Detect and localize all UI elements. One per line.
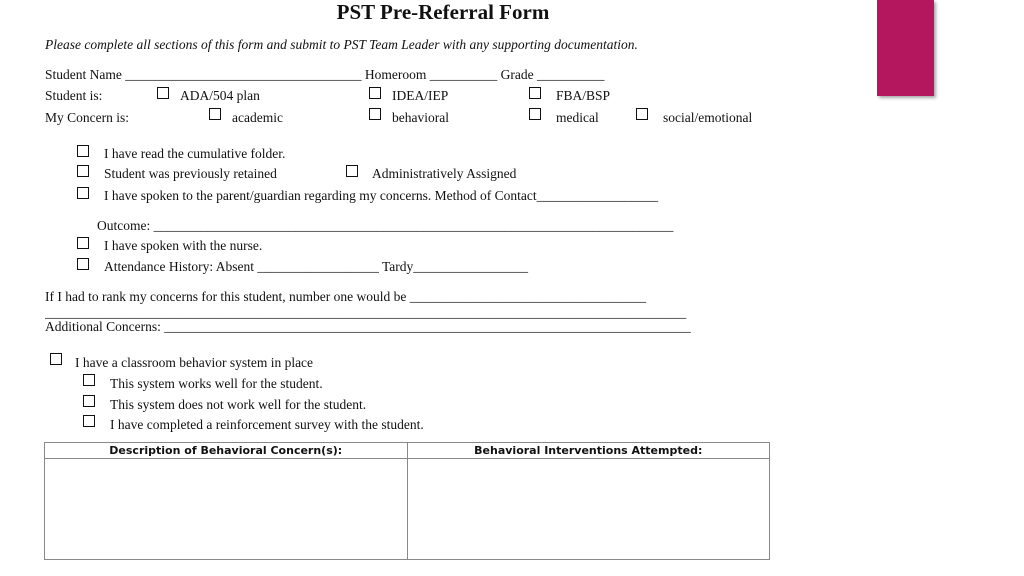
table-row [45,459,770,560]
behavior-system-checkbox[interactable] [50,353,62,365]
table-header-row [45,443,770,459]
attendance-checkbox[interactable] [77,258,89,270]
social-emotional-label: social/emotional [663,110,753,125]
survey-checkbox[interactable] [83,415,95,427]
system-not-works-label: This system does not work well for the student. [110,397,367,412]
behavioral-checkbox[interactable] [369,108,381,120]
social-emotional-checkbox[interactable] [636,108,648,120]
rank-line[interactable]: If I had to rank my concerns for this student, number one would be ___________________________________ [45,289,647,304]
behavior-table [44,442,770,560]
admin-assigned-checkbox[interactable] [346,165,358,177]
behavioral-label: behavioral [392,110,449,125]
form-instructions: Please complete all sections of this form and submit to PST Team Leader with any supporting documentation. [45,37,638,52]
attendance-line[interactable]: Attendance History: Absent __________________ Tardy_________________ [104,259,529,274]
retained-label: Student was previously retained [104,166,277,181]
rank-continuation-line[interactable]: _______________________________________________________________________________________________ [45,305,687,320]
additional-concerns-line[interactable]: Additional Concerns: ______________________________________________________________________________ [45,319,691,334]
interventions-cell[interactable] [407,459,770,560]
outcome-line[interactable]: Outcome: _____________________________________________________________________________ [97,218,674,233]
description-header: Description of Behavioral Concern(s): [45,443,408,459]
system-works-label: This system works well for the student. [110,376,323,391]
behavior-system-label: I have a classroom behavior system in place [75,355,314,370]
academic-checkbox[interactable] [209,108,221,120]
retained-checkbox[interactable] [77,165,89,177]
description-cell[interactable] [45,459,408,560]
fba-bsp-label: FBA/BSP [556,88,611,103]
system-not-works-checkbox[interactable] [83,395,95,407]
ada-504-label: ADA/504 plan [180,88,260,103]
concern-label: My Concern is: [45,110,129,125]
system-works-checkbox[interactable] [83,374,95,386]
cumulative-checkbox[interactable] [77,145,89,157]
idea-iep-label: IDEA/IEP [392,88,449,103]
cumulative-label: I have read the cumulative folder. [104,146,286,161]
fba-bsp-checkbox[interactable] [529,87,541,99]
academic-label: academic [232,110,283,125]
nurse-label: I have spoken with the nurse. [104,238,263,253]
parent-contact-label[interactable]: I have spoken to the parent/guardian regarding my concerns. Method of Contact__________________ [104,188,659,203]
nurse-checkbox[interactable] [77,237,89,249]
interventions-header: Behavioral Interventions Attempted: [407,443,770,459]
student-name-line[interactable]: Student Name ___________________________________ Homeroom __________ Grade __________ [45,67,605,82]
medical-label: medical [556,110,599,125]
survey-label: I have completed a reinforcement survey with the student. [110,417,424,432]
form-title: PST Pre-Referral Form [336,0,550,24]
idea-iep-checkbox[interactable] [369,87,381,99]
student-is-label: Student is: [45,88,103,103]
ada-504-checkbox[interactable] [157,87,169,99]
medical-checkbox[interactable] [529,108,541,120]
admin-assigned-label: Administratively Assigned [372,166,517,181]
parent-contact-checkbox[interactable] [77,187,89,199]
